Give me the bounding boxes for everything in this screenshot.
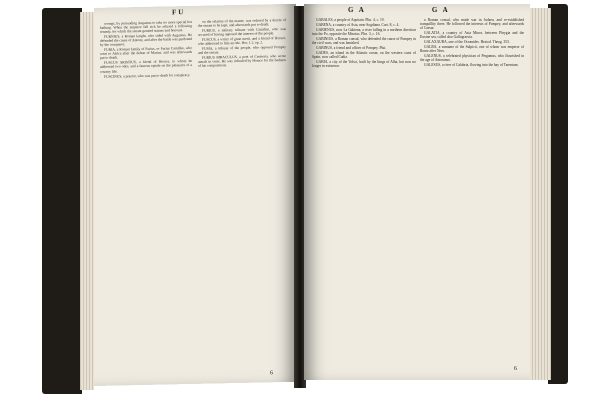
entry: FUSCUS ARISTIUS, a friend of Horace, to whom he addressed two odes, and a famous epistle on the pleasures of a country life. (100, 59, 192, 74)
left-page-number: 6 (270, 370, 273, 377)
running-head-left-part: G A (348, 6, 366, 14)
entry: GALBA, a surname of the Sulpicii, one of whom was emperor of Rome after Nero. (420, 45, 524, 54)
left-page (94, 4, 296, 386)
entry: GADES, an island in the Atlantic ocean, on the western coast of Spain, now called Cadiz. (312, 51, 416, 60)
entry: GALESUS, a river of Calabria, flowing into the bay of Tarentum. (424, 63, 519, 68)
right-column-1 (312, 18, 416, 370)
running-head-right-part: G A (431, 6, 450, 14)
left-page-edges (80, 12, 94, 390)
entry: GALENUS, a celebrated physician of Pergamus, who flourished in the age of Antoninus. (420, 54, 524, 63)
entry: FUSIA, a tribune of the people, who opposed Pompey and the senate. (198, 45, 286, 56)
left-cover (42, 8, 82, 394)
entry: GABIA, a city of the Volsci, built by the kings of Alba, but now no longer in existence. (312, 60, 416, 69)
entry: GALAXAURA, one of the Oceanides. Hesiod. Theog. 353. (424, 40, 510, 45)
entry: FURNIUS, a Roman knight, who sided with Augustus. He defended the cause of Antony, and after the battle was pardoned by the conqueror. (100, 33, 192, 48)
entry: FURIUS BIBACULUS, a poet of Cremona, who wrote annals in verse. He was ridiculed by Horace for the badness of his compositions. (198, 54, 286, 69)
entry: a Roman consul, who made war in Judaea, and re-established tranquillity there. He followed the interests of Pompey, and afterwards of Caesar. (420, 18, 524, 31)
entry: GABENA, a country of Asia, near Sogdiana. Curt. 8, c. 4. (316, 23, 400, 28)
right-column-2 (420, 18, 524, 370)
entry: GABINUS, a friend and officer of Pompey. Plut. (316, 46, 387, 51)
right-cover (548, 4, 568, 384)
left-column-2 (198, 18, 286, 378)
right-page (304, 4, 530, 380)
entry: FURIUS, a military tribune with Camillus, who was accused of having opposed the interest of the people. (198, 27, 286, 37)
right-page-edges (529, 8, 551, 380)
right-running-head (348, 6, 450, 14)
entry: FUSCUS, a writer of great merit, and a friend of Horace, who addressed to him an ode. Hor. l. 2. ep. 2. (198, 36, 286, 47)
entry: GABIENUS, now La Gabiena, a river falling in a northern direction into the Po, opposite the Mincius. Plin. 3, c. 16. (312, 28, 416, 37)
left-running-head: FU (172, 8, 186, 17)
entry: wrongs, by persuading Augustus to take no more special hot bathing. When the emperor fell sick he refused a following remedy, for which the senate granted statues and honours. (100, 19, 192, 34)
entry: GABALES, a people of Aquitain. Plin. 4, c. 19. (316, 18, 385, 22)
entry: GALATIA, a country of Asia Minor, between Phrygia and the Euxine sea, called also Gallograecia. (420, 31, 524, 40)
left-column-1 (100, 20, 192, 380)
right-page-number: 6 (514, 366, 517, 372)
entry: GABINIUS, a Roman consul, who defended the cause of Pompey in the civil wars, and was banished. (312, 37, 416, 46)
entry: on the relation of the matter, was ordered by a decree of the senate to be kept, and afterwards put to death. (198, 17, 286, 28)
entry: FURIA, a Roman family of Furius, or Furius Camillus, who went to Africa after the defeat of Marius, and was afterwards put to death. (100, 46, 192, 61)
entry: FUSCINUS, a praetor, who was put to death for conspiracy. (104, 72, 191, 79)
